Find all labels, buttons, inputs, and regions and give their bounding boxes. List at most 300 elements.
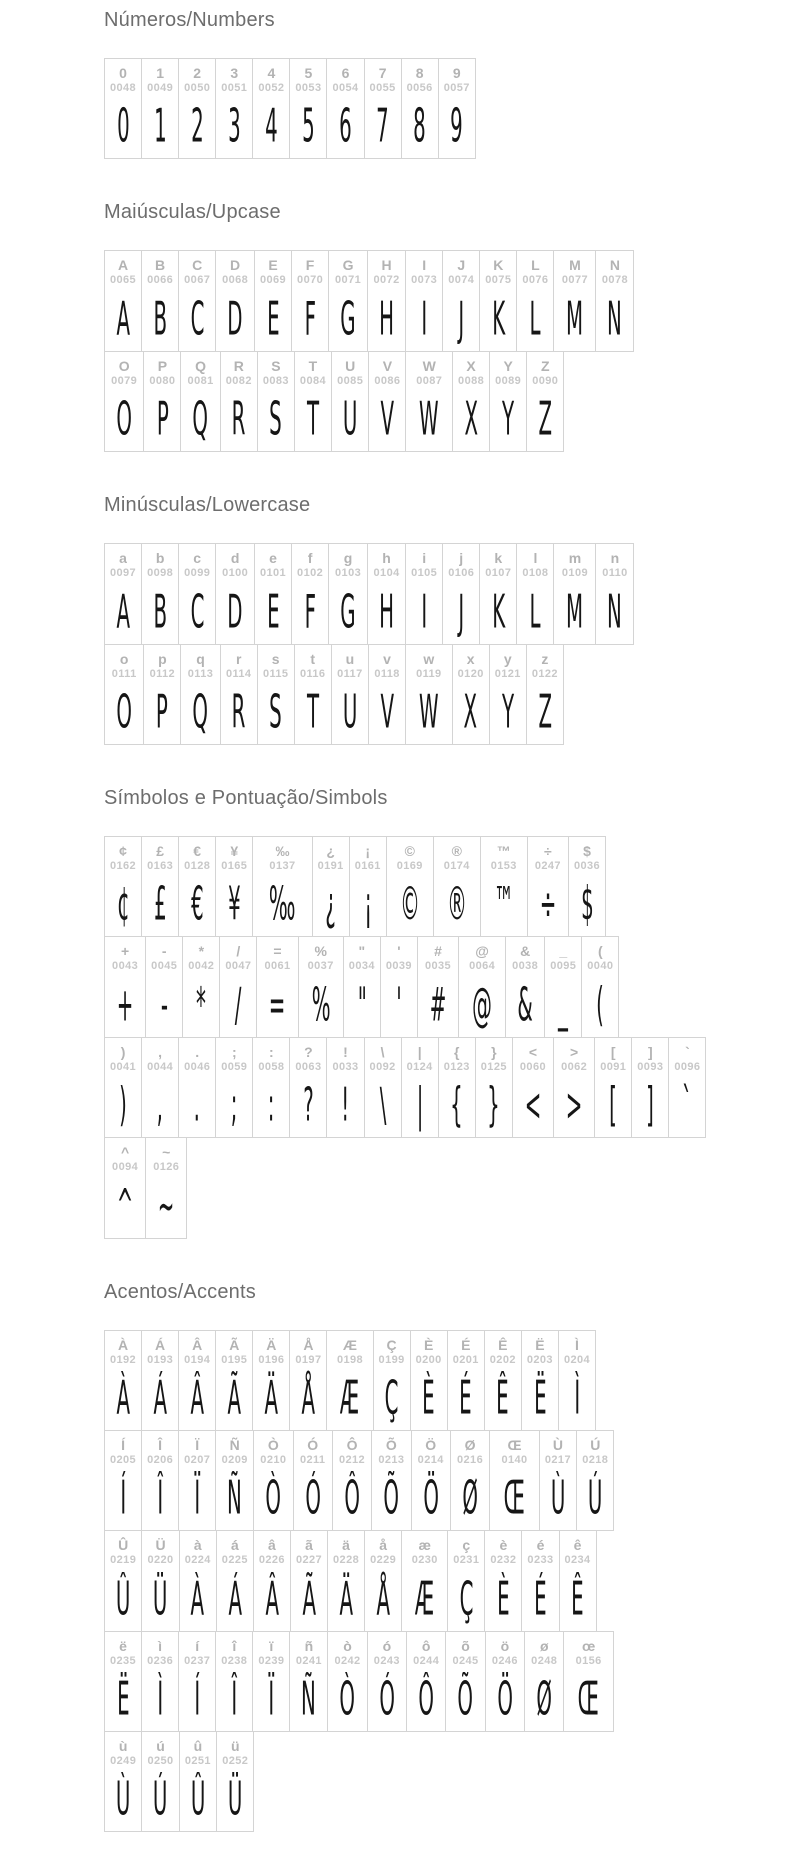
cell-glyph-area [179,1077,215,1137]
cell-char-label: + [120,943,130,960]
cell-head [446,1632,484,1671]
cell-char-label: y [503,650,512,667]
cell-glyph-area [485,1370,521,1430]
cell-code: 0087 [416,374,443,387]
cell-code: 0076 [522,274,549,287]
cell-glyph-area [179,1671,215,1731]
glyph-cell [298,936,344,1037]
cell-glyph: ‰ [269,878,296,932]
cell-glyph-area [387,876,433,936]
cell-head [221,352,257,391]
cell-glyph-area [368,584,405,644]
glyph-cell [215,1330,253,1431]
cell-char-label: É [461,1336,471,1353]
cell-char-label: b [155,550,165,567]
cell-char-label: h [382,550,391,567]
cell-glyph: ? [303,1079,314,1132]
cell-glyph: Á [228,1573,242,1626]
cell-code: 0244 [413,1654,440,1667]
cell-glyph-area [453,391,489,451]
cell-head [105,837,141,876]
cell-char-label: í [195,1637,200,1654]
glyph-cell [544,936,582,1037]
cell-head [179,1431,215,1470]
glyph-cell [141,1631,179,1732]
cell-head [439,1038,475,1077]
cell-code: 0122 [531,667,558,680]
glyph-cell [180,351,220,452]
cell-head [595,1038,631,1077]
cell-head [332,645,368,684]
cell-glyph: ¢ [116,878,130,932]
cell-code: 0102 [297,567,324,580]
cell-char-label: x [466,650,475,667]
cell-head [105,1732,141,1771]
cell-head [632,1038,668,1077]
cell-glyph: Ô [344,1472,360,1526]
cell-code: 0113 [187,667,214,680]
cell-char-label: q [196,650,205,667]
cell-head [105,937,145,976]
cell-head [669,1038,705,1077]
cell-glyph: A [116,585,130,639]
cell-head [142,1431,178,1470]
cell-code: 0128 [184,860,211,873]
glyph-cell [559,1530,597,1631]
cell-char-label: L [531,257,540,274]
glyph-cell [141,836,179,937]
cell-glyph-area [105,876,141,936]
cell-glyph-area [513,1077,553,1137]
cell-glyph-area [253,1077,289,1137]
glyph-cell [179,1530,217,1631]
cell-glyph-area [369,391,405,451]
cell-code: 0246 [491,1654,518,1667]
cell-glyph: $ [580,878,594,932]
cell-code: 0119 [416,667,442,680]
cell-head [105,1331,141,1370]
cell-head [350,837,386,876]
glyph-cell [252,1037,290,1138]
cell-code: 0055 [369,82,396,95]
glyph-cell [252,836,312,937]
cell-code: 0033 [332,1060,359,1073]
cell-char-label: f [307,550,313,567]
cell-head [545,937,581,976]
cell-head [258,645,294,684]
cell-code: 0156 [575,1654,602,1667]
cell-glyph: M [566,293,584,346]
glyph-cell [178,1430,216,1531]
cell-char-label: G [342,257,354,274]
glyph-cell [480,836,528,937]
cell-code: 0219 [110,1554,137,1567]
glyph-cell [252,58,290,159]
glyph-cell [257,644,295,745]
glyph-cell [331,644,369,745]
glyph-cell [368,351,406,452]
cell-char-label: ™ [496,842,511,859]
cell-glyph: Ã [227,1372,242,1425]
cell-code: 0115 [262,667,289,680]
cell-head [522,1331,558,1370]
cell-glyph-area [105,1771,141,1831]
cell-glyph-area [105,1178,145,1238]
cell-char-label: ö [500,1637,510,1654]
cell-glyph: Ã [302,1573,316,1626]
glyph-cell [479,543,517,644]
cell-glyph-area [453,684,489,744]
glyph-cell [447,1530,485,1631]
cell-glyph-area [183,977,219,1037]
glyph-cell [104,351,144,452]
cell-glyph-area [446,1671,484,1731]
glyph-cell [219,936,257,1037]
cell-char-label: ò [343,1637,352,1654]
cell-code: 0230 [411,1554,438,1567]
cell-code: 0039 [385,960,412,973]
cell-glyph: # [429,979,447,1032]
cell-char-label: B [155,257,166,274]
cell-glyph: Î [157,1472,164,1526]
cell-char-label: Ü [155,1537,166,1554]
cell-char-label: ÷ [544,842,552,859]
cell-glyph: . [194,1079,201,1132]
cell-head [412,1431,450,1470]
glyph-row [104,1631,614,1732]
cell-head [596,544,633,583]
glyph-cell [215,1037,253,1138]
cell-head [569,837,605,876]
cell-code: 0226 [258,1554,285,1567]
cell-glyph-area [299,977,343,1037]
glyph-cell [253,1530,291,1631]
cell-code: 0035 [425,960,452,973]
glyph-cell [405,250,443,351]
glyph-cell [141,250,179,351]
cell-head [485,1331,521,1370]
glyph-cell [553,1037,595,1138]
cell-glyph-area [490,1470,539,1530]
cell-char-label: Õ [385,1436,397,1453]
glyph-cell [294,644,332,745]
cell-char-label: / [236,943,241,960]
cell-code: 0123 [443,1060,470,1073]
cell-char-label: û [193,1738,203,1755]
cell-code: 0045 [151,960,178,973]
cell-glyph-area [669,1077,705,1137]
cell-char-label: ~ [162,1144,171,1161]
cell-head [295,352,331,391]
cell-glyph-area [443,291,479,351]
cell-glyph-area [142,98,178,158]
cell-char-label: ¿ [326,842,335,859]
cell-code: 0047 [225,960,252,973]
glyph-row [104,1037,706,1138]
cell-head [292,251,328,290]
cell-head [453,645,489,684]
cell-head [105,1632,141,1671]
glyph-section-lowercase [104,452,784,745]
cell-head [369,352,405,391]
cell-char-label: Ë [535,1336,545,1353]
cell-glyph-area [411,1370,447,1430]
cell-glyph: 7 [376,100,389,154]
cell-code: 0248 [531,1654,558,1667]
glyph-cell [367,250,406,351]
cell-glyph: Ä [264,1372,279,1425]
cell-head [183,937,219,976]
cell-glyph-area [295,684,331,744]
cell-glyph: : [268,1079,275,1132]
cell-char-label: I [422,257,427,274]
glyph-cell [220,351,258,452]
section-rows [104,836,784,1239]
cell-glyph: É [534,1573,547,1626]
cell-glyph: < [524,1079,542,1132]
cell-code: 0233 [527,1554,554,1567]
cell-char-label: è [499,1537,508,1554]
cell-glyph: J [458,585,465,639]
cell-code: 0218 [582,1454,609,1466]
cell-glyph: Ó [379,1673,395,1726]
cell-glyph: Q [192,686,209,739]
cell-code: 0169 [396,860,423,873]
cell-glyph: @ [472,979,493,1032]
cell-glyph: Ë [533,1372,547,1425]
cell-glyph: Ï [194,1472,201,1526]
cell-glyph-area [448,1370,484,1430]
cell-head [216,1632,252,1671]
cell-code: 0237 [184,1654,211,1667]
cell-code: 0204 [563,1353,591,1366]
cell-glyph-area [255,584,291,644]
cell-glyph: B [153,585,167,639]
cell-glyph: / [235,979,242,1032]
cell-glyph-area [254,1571,290,1631]
cell-head [443,251,479,290]
cell-code: 0083 [262,374,289,387]
cell-head [221,645,257,684]
cell-glyph: W [419,393,440,446]
cell-glyph: 5 [302,100,315,154]
cell-char-label: € [193,842,202,859]
glyph-cell [527,836,569,937]
cell-code: 0243 [373,1654,400,1667]
cell-code: 0217 [544,1454,571,1466]
glyph-cell [442,250,480,351]
cell-head [290,1632,327,1671]
cell-head [179,1632,215,1671]
glyph-cell [220,644,258,745]
glyph-cell [104,58,142,159]
cell-glyph: R [231,393,246,446]
cell-char-label: M [569,257,581,274]
cell-char-label: e [269,550,277,567]
cell-head [105,1038,141,1077]
cell-glyph-area [216,98,252,158]
cell-code: 0200 [415,1353,442,1366]
cell-code: 0212 [338,1454,366,1466]
cell-head [582,937,618,976]
glyph-cell [289,1631,328,1732]
cell-glyph: > [565,1079,583,1132]
cell-glyph: ¡ [363,878,372,932]
cell-code: 0048 [110,82,137,95]
cell-head [407,1632,445,1671]
cell-glyph-area [506,977,544,1037]
cell-head [328,1531,364,1570]
glyph-cell [489,351,527,452]
cell-head [291,1531,327,1570]
cell-code: 0107 [485,567,512,580]
cell-head [459,937,505,976]
cell-code: 0037 [307,960,334,973]
cell-char-label: æ [418,1537,431,1554]
cell-code: 0194 [184,1353,211,1366]
cell-head [559,1331,595,1370]
cell-code: 0095 [550,960,577,973]
cell-code: 0052 [258,82,285,95]
cell-head [179,59,215,98]
cell-glyph: J [458,293,465,346]
cell-code: 0174 [443,860,470,873]
cell-glyph: H [379,293,395,346]
cell-head [480,544,516,583]
cell-glyph-area [402,1077,438,1137]
cell-code: 0094 [112,1161,139,1174]
glyph-cell [553,250,596,351]
cell-code: 0103 [335,567,362,580]
cell-glyph-area [596,291,633,351]
cell-glyph: Á [153,1372,167,1425]
cell-glyph-area [216,876,252,936]
cell-code: 0059 [221,1060,248,1073]
glyph-cell [252,1631,290,1732]
cell-head [313,837,349,876]
glyph-cell [445,1631,485,1732]
glyph-cell [364,1530,402,1631]
section-heading: Maiúsculas/Upcase [104,201,281,224]
cell-glyph: € [190,878,204,932]
glyph-cell [257,351,295,452]
cell-glyph-area [369,684,405,744]
cell-glyph: * [196,979,207,1032]
glyph-cell [512,1037,554,1138]
glyph-cell [215,836,253,937]
cell-glyph-area [418,977,458,1037]
cell-glyph-area [522,1370,558,1430]
cell-glyph: G [340,293,356,346]
cell-glyph: Í [194,1673,201,1726]
cell-glyph: O [116,686,132,739]
cell-head [481,837,527,876]
glyph-cell [484,1530,522,1631]
cell-glyph: [ [609,1079,618,1132]
cell-glyph: È [422,1372,435,1425]
cell-head [365,59,401,98]
glyph-cell [254,250,292,351]
glyph-cell [475,1037,513,1138]
glyph-cell [405,543,443,644]
cell-head [146,937,182,976]
cell-glyph: E [266,585,280,639]
glyph-cell [141,1530,179,1631]
cell-char-label: Ô [346,1436,358,1453]
cell-glyph: - [160,979,168,1032]
cell-glyph-area [476,1077,512,1137]
glyph-cell [104,936,146,1037]
cell-char-label: Œ [507,1436,522,1453]
cell-glyph: Ú [588,1472,603,1526]
cell-glyph-area [292,584,328,644]
cell-head [220,937,256,976]
cell-code: 0036 [573,860,601,873]
glyph-cell [178,543,216,644]
cell-head [333,1431,371,1470]
cell-glyph: L [529,293,541,346]
cell-char-label: H [381,257,392,274]
cell-glyph: ] [646,1079,655,1132]
cell-glyph-area [527,684,563,744]
cell-char-label: Ú [590,1436,601,1453]
cell-char-label: U [345,357,356,374]
cell-glyph: _ [558,979,569,1032]
cell-glyph: C [190,293,205,346]
cell-glyph: Ì [574,1372,580,1425]
cell-glyph-area [545,977,581,1037]
cell-head [374,1331,410,1370]
cell-code: 0205 [110,1454,137,1466]
cell-code: 0073 [411,274,438,287]
glyph-cell [215,58,253,159]
section-heading: Números/Numbers [104,9,275,31]
glyph-cell [433,836,481,937]
cell-glyph: N [607,585,623,639]
cell-glyph-area [407,1671,445,1731]
cell-glyph: & [517,979,533,1032]
cell-head [490,1431,539,1470]
cell-glyph: Ø [462,1472,478,1526]
cell-glyph: S [269,393,283,446]
cell-glyph-area [527,391,563,451]
glyph-cell [294,351,332,452]
glyph-cell [145,1137,187,1238]
cell-char-label: J [457,257,466,274]
cell-char-label: s [271,650,280,667]
cell-code: 0118 [374,667,400,680]
cell-code: 0232 [490,1554,517,1567]
cell-char-label: 2 [193,65,202,81]
cell-glyph-area [254,1470,292,1530]
cell-head [290,59,326,98]
cell-head [216,544,254,583]
glyph-cell [401,1530,448,1631]
cell-code: 0242 [334,1654,361,1667]
cell-code: 0090 [532,374,559,387]
cell-char-label: œ [582,1637,596,1654]
cell-code: 0072 [373,274,400,287]
cell-head [216,1331,252,1370]
cell-char-label: n [610,550,620,567]
glyph-cell [438,58,476,159]
cell-glyph: M [566,585,584,639]
glyph-cell [368,644,406,745]
cell-code: 0120 [457,667,484,680]
cell-glyph-area [142,1571,178,1631]
cell-char-label: Q [195,357,207,374]
cell-head [179,251,215,290]
